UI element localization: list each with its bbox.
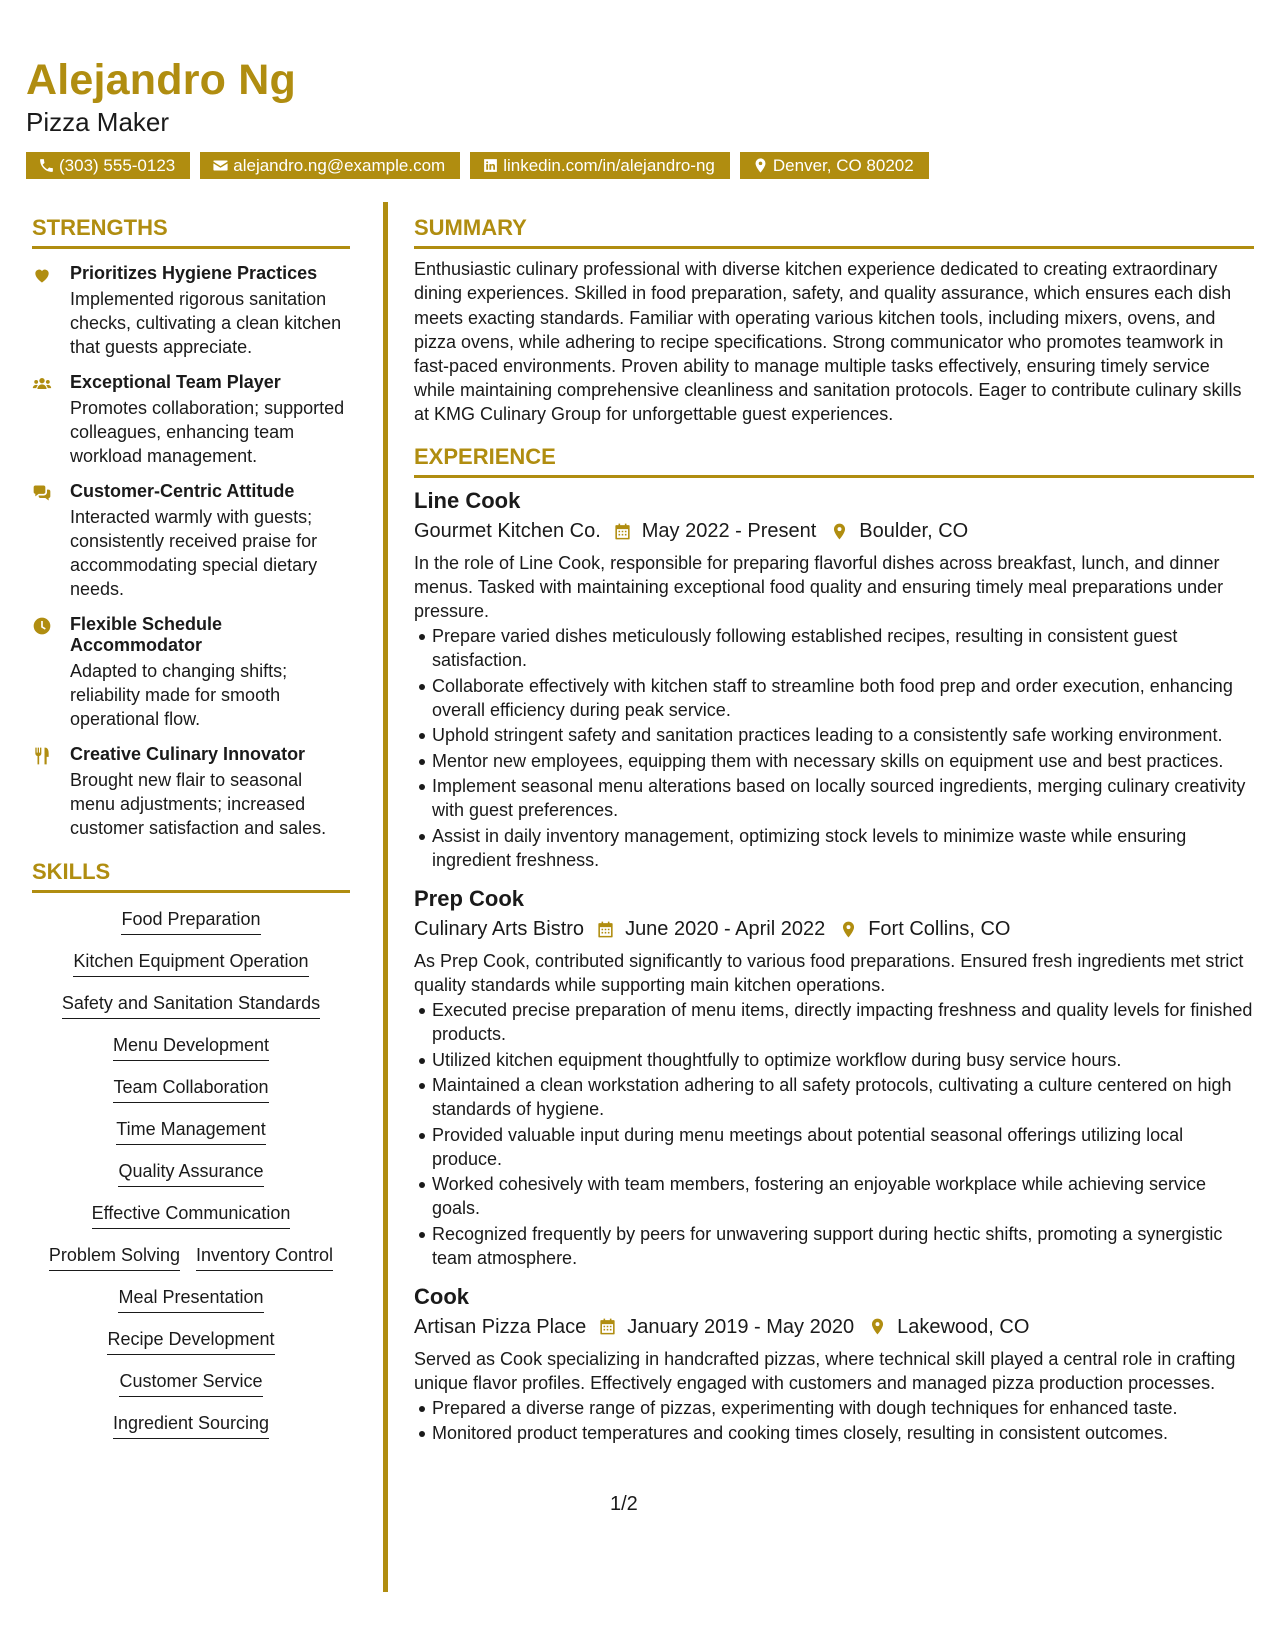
experience-rule <box>414 475 1254 478</box>
job-entry <box>414 488 1254 872</box>
summary-rule <box>414 246 1254 249</box>
strength-desc: Brought new flair to seasonal menu adjustments; increased customer satisfaction and sales. <box>70 770 327 839</box>
job-bullet: Monitored product temperatures and cooking times closely, resulting in consistent outcomes. <box>432 1421 1254 1445</box>
skill-tag: Time Management <box>116 1117 265 1145</box>
skill-tag: Team Collaboration <box>113 1075 268 1103</box>
job-dates: January 2019 - May 2020 <box>627 1315 855 1338</box>
page-number: 1/2 <box>610 1493 638 1515</box>
calendar-icon <box>598 1317 617 1336</box>
contact-bar <box>26 152 929 179</box>
job-bullet: Collaborate effectively with kitchen staff to streamline both food prep and order execution, enhancing overall efficiency during peak service. <box>432 674 1254 722</box>
job-bullet: Mentor new employees, equipping them with necessary skills on equipment use and best practices. <box>432 749 1254 773</box>
skill-tag: Inventory Control <box>196 1243 333 1271</box>
job-title: Line Cook <box>414 487 521 513</box>
job-location: Lakewood, CO <box>897 1315 1030 1338</box>
job-desc: In the role of Line Cook, responsible for preparing flavorful dishes across breakfast, lunch, and dinner menus. Tasked with maintaining exceptional food quality and ensuring timely meal preparations under pressure. <box>414 553 1224 622</box>
heart-icon <box>32 265 52 285</box>
job-bullet: Assist in daily inventory management, optimizing stock levels to minimize waste while ensuring ingredient freshness. <box>432 824 1254 872</box>
summary-title: SUMMARY <box>414 215 527 240</box>
strength-item <box>32 372 350 468</box>
job-title: Cook <box>414 1283 469 1309</box>
summary-text: Enthusiastic culinary professional with diverse kitchen experience dedicated to creating extraordinary dining experiences. Skilled in food preparation, safety, and quality assurance, which ensures each dish meets exacting standards. Familiar with operating various kitchen tools, including mixers, ovens, and pizza ovens, while adhering to recipe specifications. Strong communicator who promotes teamwork in fast-paced environments. Proven ability to manage multiple tasks effectively, ensuring timely service while maintaining comprehensive cleanliness and sanitation protocols. Eager to contribute culinary skills at KMG Culinary Group for unforgettable guest experiences. <box>414 259 1242 425</box>
strength-item <box>32 481 350 601</box>
job-bullet: Provided valuable input during menu meetings about potential seasonal offerings utilizing local produce. <box>432 1123 1254 1171</box>
skill-tag: Menu Development <box>113 1033 269 1061</box>
job-entry <box>414 886 1254 1270</box>
contact-location[interactable] <box>740 152 929 179</box>
job-meta <box>414 519 1254 543</box>
skill-tag: Customer Service <box>119 1369 262 1397</box>
job-bullets <box>414 998 1254 1270</box>
job-bullet: Prepared a diverse range of pizzas, experimenting with dough techniques for enhanced taste. <box>432 1396 1254 1420</box>
contact-linkedin[interactable] <box>470 152 730 179</box>
strength-title: Creative Culinary Innovator <box>70 744 306 765</box>
job-company: Culinary Arts Bistro <box>414 918 585 941</box>
contact-phone-text: (303) 555-0123 <box>59 156 176 175</box>
job-bullets <box>414 1396 1254 1446</box>
job-entry <box>414 1284 1254 1446</box>
strength-item <box>32 614 350 731</box>
skill-tag: Safety and Sanitation Standards <box>62 991 320 1019</box>
contact-phone[interactable] <box>26 152 190 179</box>
strengths-list <box>32 263 350 840</box>
job-company: Artisan Pizza Place <box>414 1315 587 1338</box>
linkedin-icon <box>482 157 499 174</box>
users-icon <box>32 374 52 394</box>
candidate-role: Pizza Maker <box>26 107 170 138</box>
strength-title: Customer-Centric Attitude <box>70 481 295 502</box>
contact-linkedin-text: linkedin.com/in/alejandro-ng <box>503 156 715 175</box>
strengths-rule <box>32 246 350 249</box>
clock-icon <box>32 616 52 636</box>
skill-tag: Meal Presentation <box>118 1285 263 1313</box>
skill-tag: Ingredient Sourcing <box>113 1411 269 1439</box>
email-icon <box>212 157 229 174</box>
skill-tag: Problem Solving <box>49 1243 180 1271</box>
contact-email-text: alejandro.ng@example.com <box>233 156 446 175</box>
strength-desc: Interacted warmly with guests; consistently received praise for accommodating special dietary needs. <box>70 507 318 600</box>
skills-list <box>32 907 350 1439</box>
location-pin-icon <box>839 920 858 939</box>
left-column <box>32 216 350 1439</box>
job-bullet: Recognized frequently by peers for unwavering support during hectic shifts, promoting a synergistic team atmosphere. <box>432 1222 1254 1270</box>
job-bullet: Maintained a clean workstation adhering to all safety protocols, cultivating a culture centered on high standards of hygiene. <box>432 1073 1254 1121</box>
job-location: Boulder, CO <box>859 520 969 543</box>
utensils-icon <box>32 746 52 766</box>
job-dates: June 2020 - April 2022 <box>625 918 826 941</box>
job-bullet: Executed precise preparation of menu items, directly impacting freshness and quality levels for finished products. <box>432 1000 1253 1045</box>
job-bullet: Utilized kitchen equipment thoughtfully to optimize workflow during busy service hours. <box>432 1048 1254 1072</box>
job-desc: Served as Cook specializing in handcrafted pizzas, where technical skill played a central role in crafting unique flavor profiles. Effectively engaged with customers and managed pizza production processes. <box>414 1348 1236 1393</box>
job-bullets <box>414 624 1254 872</box>
job-meta <box>414 1315 1254 1339</box>
skills-rule <box>32 890 350 893</box>
contact-email[interactable] <box>200 152 460 179</box>
job-bullet: Prepare varied dishes meticulously following established recipes, resulting in consistent guest satisfaction. <box>432 624 1254 672</box>
strength-desc: Implemented rigorous sanitation checks, cultivating a clean kitchen that guests appreciate. <box>70 289 342 358</box>
candidate-name: Alejandro Ng <box>26 56 296 104</box>
strength-desc: Promotes collaboration; supported colleagues, enhancing team workload management. <box>70 398 345 467</box>
job-bullet: Implement seasonal menu alterations based on locally sourced ingredients, merging culinary creativity with guest preferences. <box>432 774 1254 822</box>
strength-title: Prioritizes Hygiene Practices <box>70 263 318 284</box>
resume-header <box>26 58 296 136</box>
job-location: Fort Collins, CO <box>868 918 1011 941</box>
skill-tag: Effective Communication <box>92 1201 291 1229</box>
strength-item <box>32 263 350 359</box>
job-meta <box>414 917 1254 941</box>
skill-tag: Recipe Development <box>107 1327 274 1355</box>
strength-item <box>32 744 350 840</box>
calendar-icon <box>613 522 632 541</box>
location-icon <box>752 157 769 174</box>
skill-tag: Kitchen Equipment Operation <box>73 949 308 977</box>
comments-icon <box>32 483 52 503</box>
strength-desc: Adapted to changing shifts; reliability made for smooth operational flow. <box>70 661 288 730</box>
column-divider <box>383 202 388 1592</box>
skill-tag: Quality Assurance <box>118 1159 263 1187</box>
experience-title: EXPERIENCE <box>414 443 556 469</box>
calendar-icon <box>596 920 615 939</box>
skills-title: SKILLS <box>32 859 111 885</box>
location-pin-icon <box>830 522 849 541</box>
job-bullet: Uphold stringent safety and sanitation practices leading to a consistently safe working environment. <box>432 723 1254 747</box>
job-dates: May 2022 - Present <box>641 520 817 543</box>
location-pin-icon <box>868 1317 887 1336</box>
strength-title: Flexible Schedule Accommodator <box>70 614 223 656</box>
strengths-title: STRENGTHS <box>32 215 168 240</box>
phone-icon <box>38 157 55 174</box>
right-column <box>414 216 1254 1447</box>
skill-tag: Food Preparation <box>121 907 260 935</box>
job-title: Prep Cook <box>414 885 525 911</box>
strength-title: Exceptional Team Player <box>70 372 281 393</box>
job-desc: As Prep Cook, contributed significantly to various food preparations. Ensured fresh ingredients met strict quality standards while supporting main kitchen operations. <box>414 951 1244 996</box>
job-company: Gourmet Kitchen Co. <box>414 520 601 543</box>
job-bullet: Worked cohesively with team members, fostering an enjoyable workplace while achieving service goals. <box>432 1172 1254 1220</box>
contact-location-text: Denver, CO 80202 <box>772 156 914 175</box>
